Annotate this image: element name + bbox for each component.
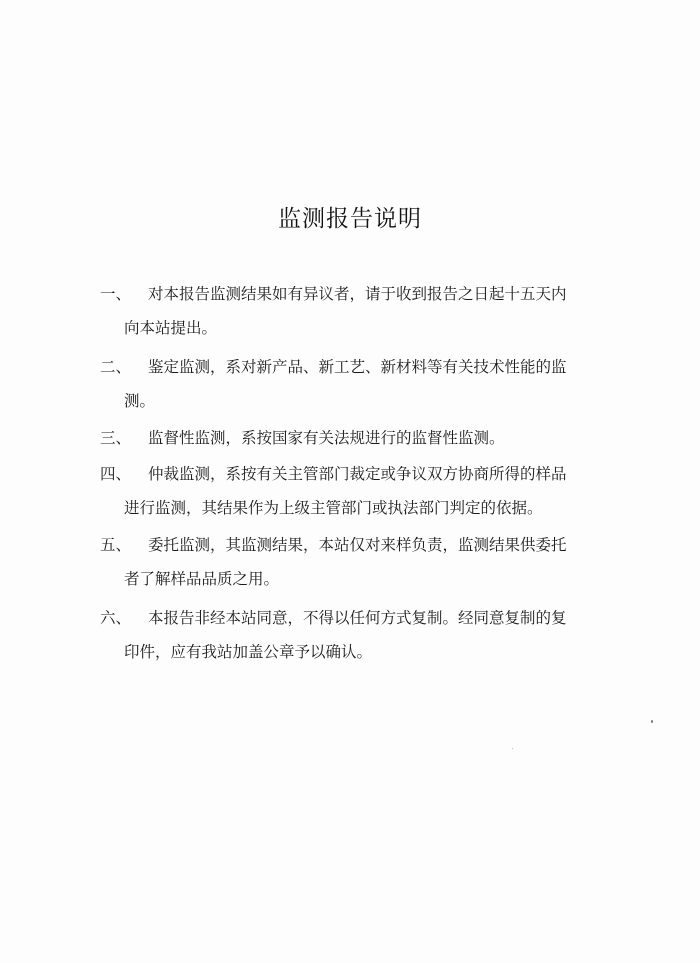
clause-text-line-1: 鉴定监测，系对新产品、新工艺、新材料等有关技术性能的监 xyxy=(148,358,567,376)
document-title: 监测报告说明 xyxy=(278,206,422,232)
clause-number: 一、 xyxy=(100,285,132,303)
clause-text-line-1: 本报告非经本站同意，不得以任何方式复制。经同意复制的复 xyxy=(148,609,567,627)
clause-text-line-1: 仲裁监测，系按有关主管部门裁定或争议双方协商所得的样品 xyxy=(148,465,567,483)
clause-number: 五、 xyxy=(100,536,132,554)
clause-number: 三、 xyxy=(100,429,132,447)
clause-text-line-1: 委托监测，其监测结果，本站仅对来样负责，监测结果供委托 xyxy=(148,536,567,554)
clause-text-line-2: 测。 xyxy=(124,392,156,410)
clause-text-line-1: 监督性监测，系按国家有关法规进行的监督性监测。 xyxy=(148,429,505,447)
scan-speck xyxy=(651,720,653,723)
clause-text-line-2: 向本站提出。 xyxy=(124,319,218,337)
clause-number: 二、 xyxy=(100,358,132,376)
clause-text-line-2: 印件，应有我站加盖公章予以确认。 xyxy=(124,643,373,661)
clause-text-line-2: 进行监测，其结果作为上级主管部门或执法部门判定的依据。 xyxy=(124,499,543,517)
clause-number: 六、 xyxy=(100,609,132,627)
scan-speck xyxy=(512,748,513,749)
clause-text-line-1: 对本报告监测结果如有异议者，请于收到报告之日起十五天内 xyxy=(148,285,567,303)
clause-number: 四、 xyxy=(100,465,132,483)
clause-text-line-2: 者了解样品品质之用。 xyxy=(124,570,280,588)
